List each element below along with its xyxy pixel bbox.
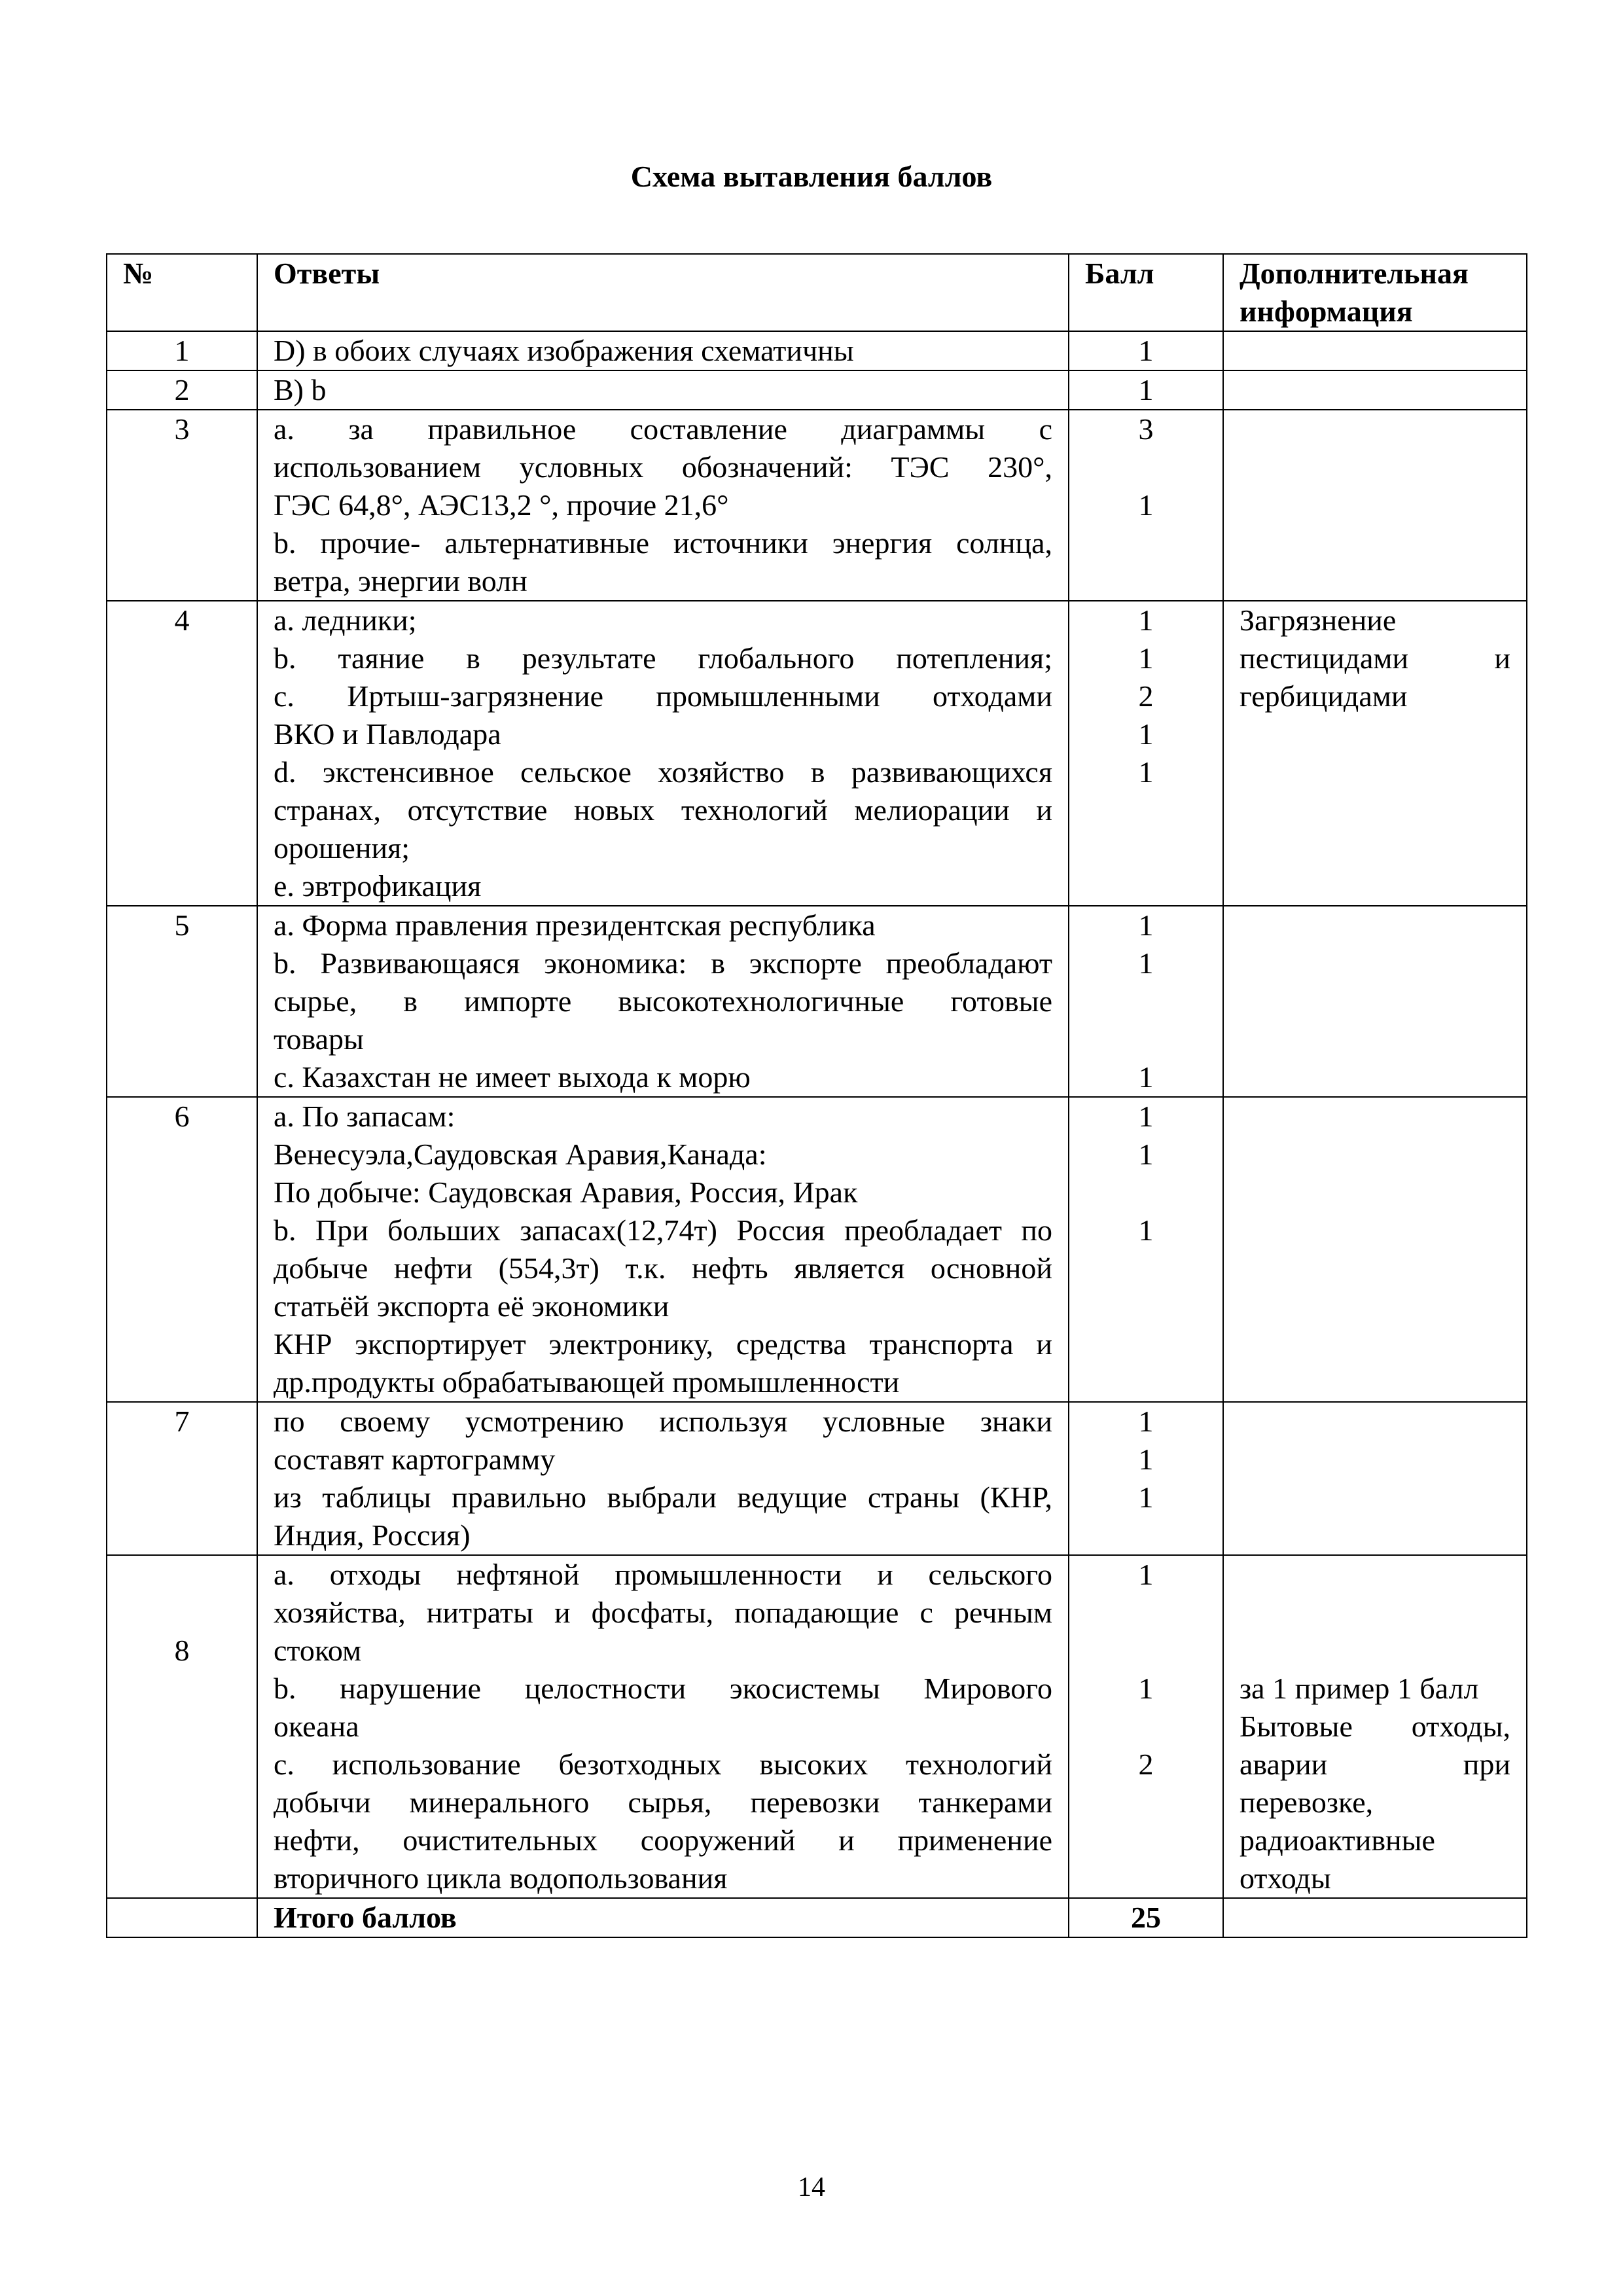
points-value: 3 — [1138, 412, 1154, 446]
answer-line: добыче нефти (554,3т) т.к. нефть является основной — [274, 1251, 1052, 1285]
answer-line: b. нарушение целостности экосистемы Мирового — [274, 1672, 1052, 1705]
answer-line: а. Форма правления президентская республика — [274, 908, 876, 942]
table-row — [107, 601, 1527, 906]
points-value — [1085, 448, 1207, 486]
row-number-text: 7 — [174, 1405, 190, 1438]
points-value: 1 — [1138, 908, 1154, 942]
points-cell — [1069, 410, 1223, 601]
points-value: 1 — [1138, 1405, 1154, 1438]
info-cell — [1223, 370, 1527, 410]
row-number — [107, 601, 257, 906]
answer-line: а. за правильное составление диаграммы с — [274, 412, 1052, 446]
answer-line: ВКО и Павлодара — [274, 717, 501, 751]
info-line: за 1 пример 1 балл — [1240, 1672, 1479, 1705]
total-points: 25 — [1069, 1898, 1223, 1937]
points-value: 1 — [1138, 1480, 1154, 1514]
answer-line: орошения; — [274, 831, 410, 865]
info-line: перевозке, — [1240, 1785, 1374, 1819]
answer-line: использованием условных обозначений: ТЭС 230°, — [274, 450, 1052, 484]
info-line: Загрязнение — [1240, 603, 1397, 637]
row-number — [107, 331, 257, 370]
info-line: пестицидами и — [1240, 641, 1510, 675]
row-number — [107, 410, 257, 601]
points-value: 1 — [1138, 1100, 1154, 1133]
answer-line: добычи минерального сырья, перевозки танкерами — [274, 1785, 1052, 1819]
answer-cell — [257, 1097, 1069, 1402]
answer-line: странах, отсутствие новых технологий мелиорации и — [274, 793, 1052, 827]
answer-line: b. При больших запасах(12,74т) Россия преобладает по — [274, 1213, 1052, 1247]
points-cell — [1069, 1555, 1223, 1898]
points-value: 1 — [1138, 1138, 1154, 1171]
table-row — [107, 370, 1527, 410]
answer-cell — [257, 331, 1069, 370]
points-value: 1 — [1138, 373, 1154, 406]
points-value: 1 — [1138, 755, 1154, 789]
points-value: 1 — [1138, 1672, 1154, 1705]
info-cell — [1223, 906, 1527, 1097]
points-cell — [1069, 906, 1223, 1097]
info-cell — [1223, 1555, 1527, 1898]
answer-line: стоком — [274, 1634, 362, 1667]
table-row — [107, 1097, 1527, 1402]
header-number: № — [107, 254, 257, 331]
scoring-table — [106, 253, 1527, 1938]
points-cell — [1069, 601, 1223, 906]
row-number — [107, 1402, 257, 1555]
row-number-text: 1 — [174, 334, 190, 367]
info-line: Бытовые отходы, — [1240, 1710, 1510, 1743]
answer-line: е. эвтрофикация — [274, 869, 482, 903]
points-value: 1 — [1138, 603, 1154, 637]
answer-line: Венесуэла,Саудовская Аравия,Канада: — [274, 1138, 767, 1171]
points-value: 1 — [1138, 1558, 1154, 1591]
page-title: Схема вытавления баллов — [630, 160, 993, 193]
answer-line: В) b — [274, 373, 327, 406]
row-number-text: 6 — [174, 1100, 190, 1133]
answer-line: КНР экспортирует электронику, средства транспорта и — [274, 1327, 1052, 1361]
row-number-text: 3 — [174, 412, 190, 446]
answer-cell — [257, 1555, 1069, 1898]
info-cell — [1223, 601, 1527, 906]
row-number — [107, 1555, 257, 1898]
answer-line: d. экстенсивное сельское хозяйство в развивающихся — [274, 755, 1052, 789]
answer-line: с. использование безотходных высоких технологий — [274, 1748, 1052, 1781]
info-line: радиоактивные — [1240, 1823, 1435, 1857]
info-line — [1240, 1632, 1510, 1670]
table-body — [107, 331, 1527, 1898]
points-value: 1 — [1138, 641, 1154, 675]
answer-cell — [257, 1402, 1069, 1555]
answer-line: хозяйства, нитраты и фосфаты, попадающие с речным — [274, 1596, 1052, 1629]
points-value — [1085, 1174, 1207, 1211]
answer-line: b. Развивающаяся экономика: в экспорте преобладают — [274, 946, 1052, 980]
points-value: 1 — [1138, 334, 1154, 367]
answer-line: ветра, энергии волн — [274, 564, 527, 598]
info-line: отходы — [1240, 1861, 1331, 1895]
answer-line: океана — [274, 1710, 359, 1743]
points-value: 1 — [1138, 946, 1154, 980]
table-row — [107, 906, 1527, 1097]
points-value: 1 — [1138, 488, 1154, 522]
points-value: 2 — [1138, 679, 1154, 713]
points-cell — [1069, 1097, 1223, 1402]
points-value: 1 — [1138, 1213, 1154, 1247]
points-cell — [1069, 1402, 1223, 1555]
row-number-text: 8 — [174, 1634, 190, 1667]
answer-line: b. таяние в результате глобального потепления; — [274, 641, 1052, 675]
info-line: гербицидами — [1240, 679, 1408, 713]
info-line: аварии при — [1240, 1748, 1510, 1781]
table-header-row — [107, 254, 1527, 331]
total-empty-cell — [107, 1898, 257, 1937]
total-label: Итого баллов — [257, 1898, 1069, 1937]
points-value: 1 — [1138, 1060, 1154, 1094]
answer-line: D) в обоих случаях изображения схематичны — [274, 334, 854, 367]
table-row — [107, 1555, 1527, 1898]
answer-line: товары — [274, 1022, 364, 1056]
info-line — [1240, 1556, 1510, 1594]
info-line — [1240, 1594, 1510, 1632]
info-cell — [1223, 1097, 1527, 1402]
answer-line: др.продукты обрабатывающей промышленности — [274, 1365, 900, 1399]
table-row — [107, 410, 1527, 601]
answer-cell — [257, 410, 1069, 601]
points-value: 2 — [1138, 1748, 1154, 1781]
table-row — [107, 331, 1527, 370]
total-row — [107, 1898, 1527, 1937]
answer-line: сырье, в импорте высокотехнологичные готовые — [274, 984, 1052, 1018]
points-value: 1 — [1138, 1443, 1154, 1476]
info-cell — [1223, 331, 1527, 370]
table-row — [107, 1402, 1527, 1555]
answer-line: вторичного цикла водопользования — [274, 1861, 728, 1895]
row-number — [107, 906, 257, 1097]
answer-line: а. ледники; — [274, 603, 417, 637]
answer-cell — [257, 601, 1069, 906]
row-number-text: 2 — [174, 373, 190, 406]
answer-line: b. прочие- альтернативные источники энергия солнца, — [274, 526, 1052, 560]
answer-line: статьёй экспорта её экономики — [274, 1289, 669, 1323]
row-number-text: 5 — [174, 908, 190, 942]
page-number: 14 — [798, 2172, 825, 2202]
answer-line: по своему усмотрению используя условные знаки — [274, 1405, 1052, 1438]
row-number — [107, 370, 257, 410]
points-value — [1085, 1632, 1207, 1670]
points-value: 1 — [1138, 717, 1154, 751]
points-value — [1085, 1020, 1207, 1058]
answer-line: из таблицы правильно выбрали ведущие страны (КНР, — [274, 1480, 1052, 1514]
total-info-cell — [1223, 1898, 1527, 1937]
points-cell — [1069, 331, 1223, 370]
answer-line: ГЭС 64,8°, АЭС13,2 °, прочие 21,6° — [274, 488, 729, 522]
answer-line: с. Иртыш-загрязнение промышленными отходами — [274, 679, 1052, 713]
header-info: Дополнительная информация — [1223, 254, 1527, 331]
points-value — [1085, 1708, 1207, 1746]
answer-line: а. отходы нефтяной промышленности и сельского — [274, 1558, 1052, 1591]
points-cell — [1069, 370, 1223, 410]
info-cell — [1223, 410, 1527, 601]
answer-line: По добыче: Саудовская Аравия, Россия, Ирак — [274, 1175, 858, 1209]
points-value — [1085, 1594, 1207, 1632]
header-answers: Ответы — [257, 254, 1069, 331]
info-cell — [1223, 1402, 1527, 1555]
row-number — [107, 1097, 257, 1402]
answer-cell — [257, 906, 1069, 1097]
row-number-text: 4 — [174, 603, 190, 637]
header-points: Балл — [1069, 254, 1223, 331]
answer-line: составят картограмму — [274, 1443, 556, 1476]
points-value — [1085, 982, 1207, 1020]
answer-cell — [257, 370, 1069, 410]
answer-line: а. По запасам: — [274, 1100, 455, 1133]
answer-line: с. Казахстан не имеет выхода к морю — [274, 1060, 751, 1094]
answer-line: нефти, очистительных сооружений и применение — [274, 1823, 1052, 1857]
answer-line: Индия, Россия) — [274, 1518, 471, 1552]
